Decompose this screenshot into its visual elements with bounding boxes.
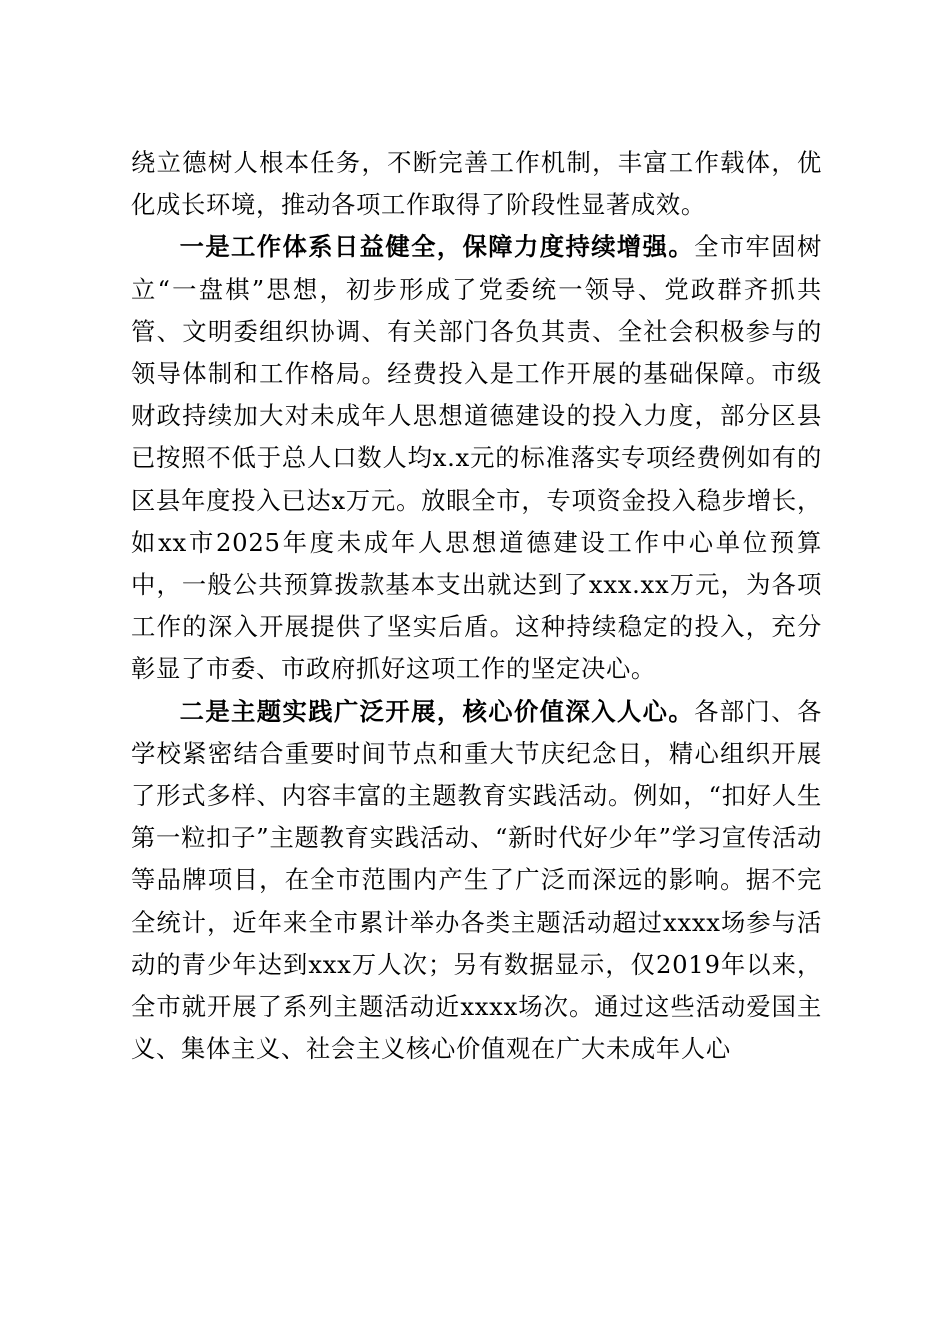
paragraph-work-system xyxy=(131,226,822,690)
paragraph-text: 绕立德树人根本任务，不断完善工作机制，丰富工作载体，优化成长环境，推动各项工作取得了阶段性显著成效。 xyxy=(131,148,822,220)
paragraph-heading: 一是工作体系日益健全，保障力度持续增强。 xyxy=(179,232,695,262)
paragraph-continuation xyxy=(131,142,822,226)
paragraph-text: 全市牢固树立“一盘棋”思想，初步形成了党委统一领导、党政群齐抓共管、文明委组织协调、有关部门各负其责、全社会积极参与的领导体制和工作格局。经费投入是工作开展的基础保障。市级财政持续加大对未成年人思想道德建设的投入力度，部分区县已按照不低于总人口数人均x.x元的标准落实专项经费例如有的区县年度投入已达x万元。放眼全市，专项资金投入稳步增长，如xx市2025年度未成年人思想道德建设工作中心单位预算中，一般公共预算拨款基本支出就达到了xxx.xx万元，为各项工作的深入开展提供了坚实后盾。这种持续稳定的投入，充分彰显了市委、市政府抓好这项工作的坚定决心。 xyxy=(131,232,823,684)
paragraph-text: 各部门、各学校紧密结合重要时间节点和重大节庆纪念日，精心组织开展了形式多样、内容丰富的主题教育实践活动。例如，“扣好人生第一粒扣子”主题教育实践活动、“新时代好少年”学习宣传活动等品牌项目，在全市范围内产生了广泛而深远的影响。据不完全统计，近年来全市累计举办各类主题活动超过xxxx场参与活动的青少年达到xxx万人次；另有数据显示，仅2019年以来，全市就开展了系列主题活动近xxxx场次。通过这些活动爱国主义、集体主义、社会主义核心价值观在广大未成年人心 xyxy=(131,696,823,1064)
document-body xyxy=(131,142,822,1070)
paragraph-theme-practice xyxy=(131,691,822,1071)
paragraph-heading: 二是主题实践广泛开展，核心价值深入人心。 xyxy=(179,696,695,726)
